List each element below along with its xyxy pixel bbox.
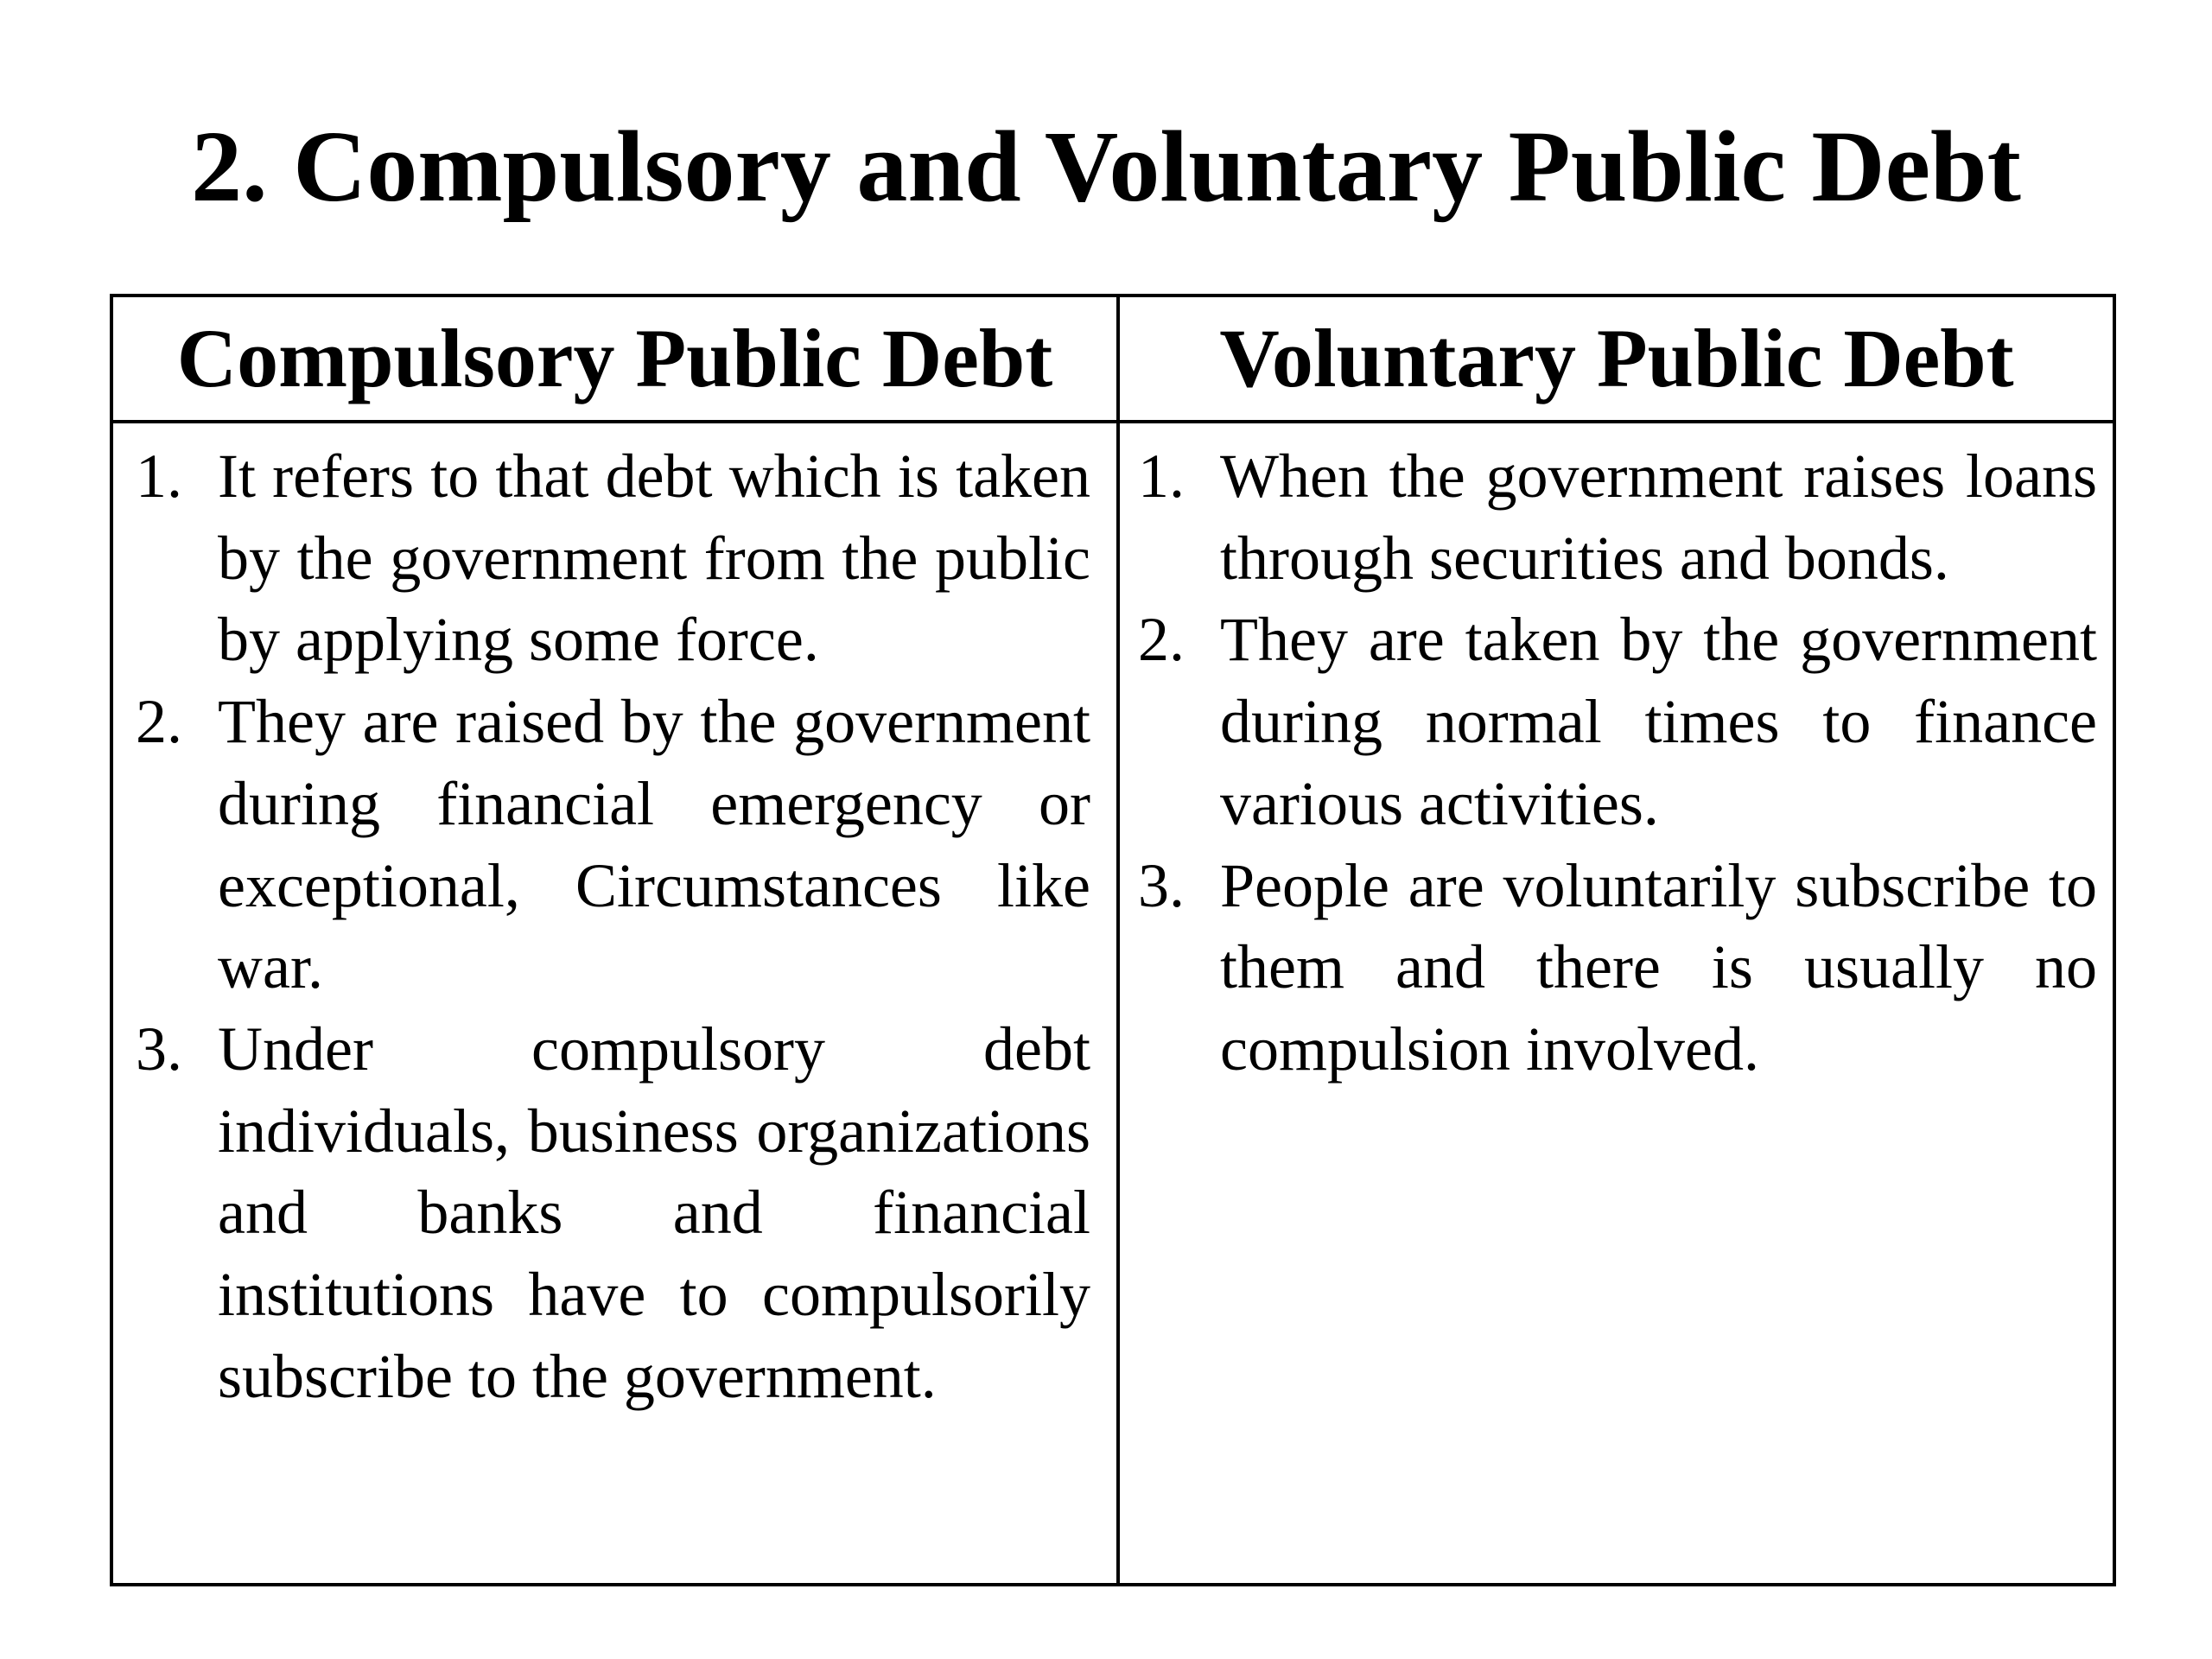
list-item bbox=[1138, 435, 2097, 599]
list-item bbox=[136, 435, 1090, 681]
list-item bbox=[1138, 845, 2097, 1090]
column-divider bbox=[1116, 297, 1120, 1583]
item-text: They are raised by the government during financial emergency or exceptional, Circumstances like war. bbox=[218, 687, 1090, 1002]
comparison-table bbox=[110, 294, 2116, 1586]
list-item bbox=[136, 681, 1090, 1008]
item-number: 1. bbox=[136, 442, 182, 511]
item-number: 2. bbox=[1138, 605, 1185, 675]
item-number: 2. bbox=[136, 687, 182, 757]
item-text: When the government raises loans through securities and bonds. bbox=[1220, 442, 2097, 593]
list-item bbox=[1138, 599, 2097, 844]
column-header-voluntary: Voluntary Public Debt bbox=[1219, 312, 2014, 404]
page-title: 2. Compulsory and Voluntary Public Debt bbox=[191, 110, 2021, 223]
item-number: 1. bbox=[1138, 442, 1185, 511]
item-text: They are taken by the government during normal times to finance various activities. bbox=[1220, 605, 2097, 838]
list-item bbox=[136, 1008, 1090, 1418]
compulsory-points-list bbox=[136, 435, 1090, 1417]
item-number: 3. bbox=[1138, 850, 1185, 920]
voluntary-points-list bbox=[1138, 435, 2097, 1090]
column-header-compulsory: Compulsory Public Debt bbox=[176, 312, 1053, 404]
header-divider bbox=[113, 420, 2113, 423]
item-text: People are voluntarily subscribe to them and there is usually no compulsion involved. bbox=[1220, 850, 2097, 1084]
item-number: 3. bbox=[136, 1014, 182, 1084]
item-text: Under compulsory debt individuals, business organizations and banks and financial institutions have to compulsorily subscribe to the government. bbox=[218, 1014, 1090, 1411]
item-text: It refers to that debt which is taken by the government from the public by applying some force. bbox=[218, 442, 1090, 675]
